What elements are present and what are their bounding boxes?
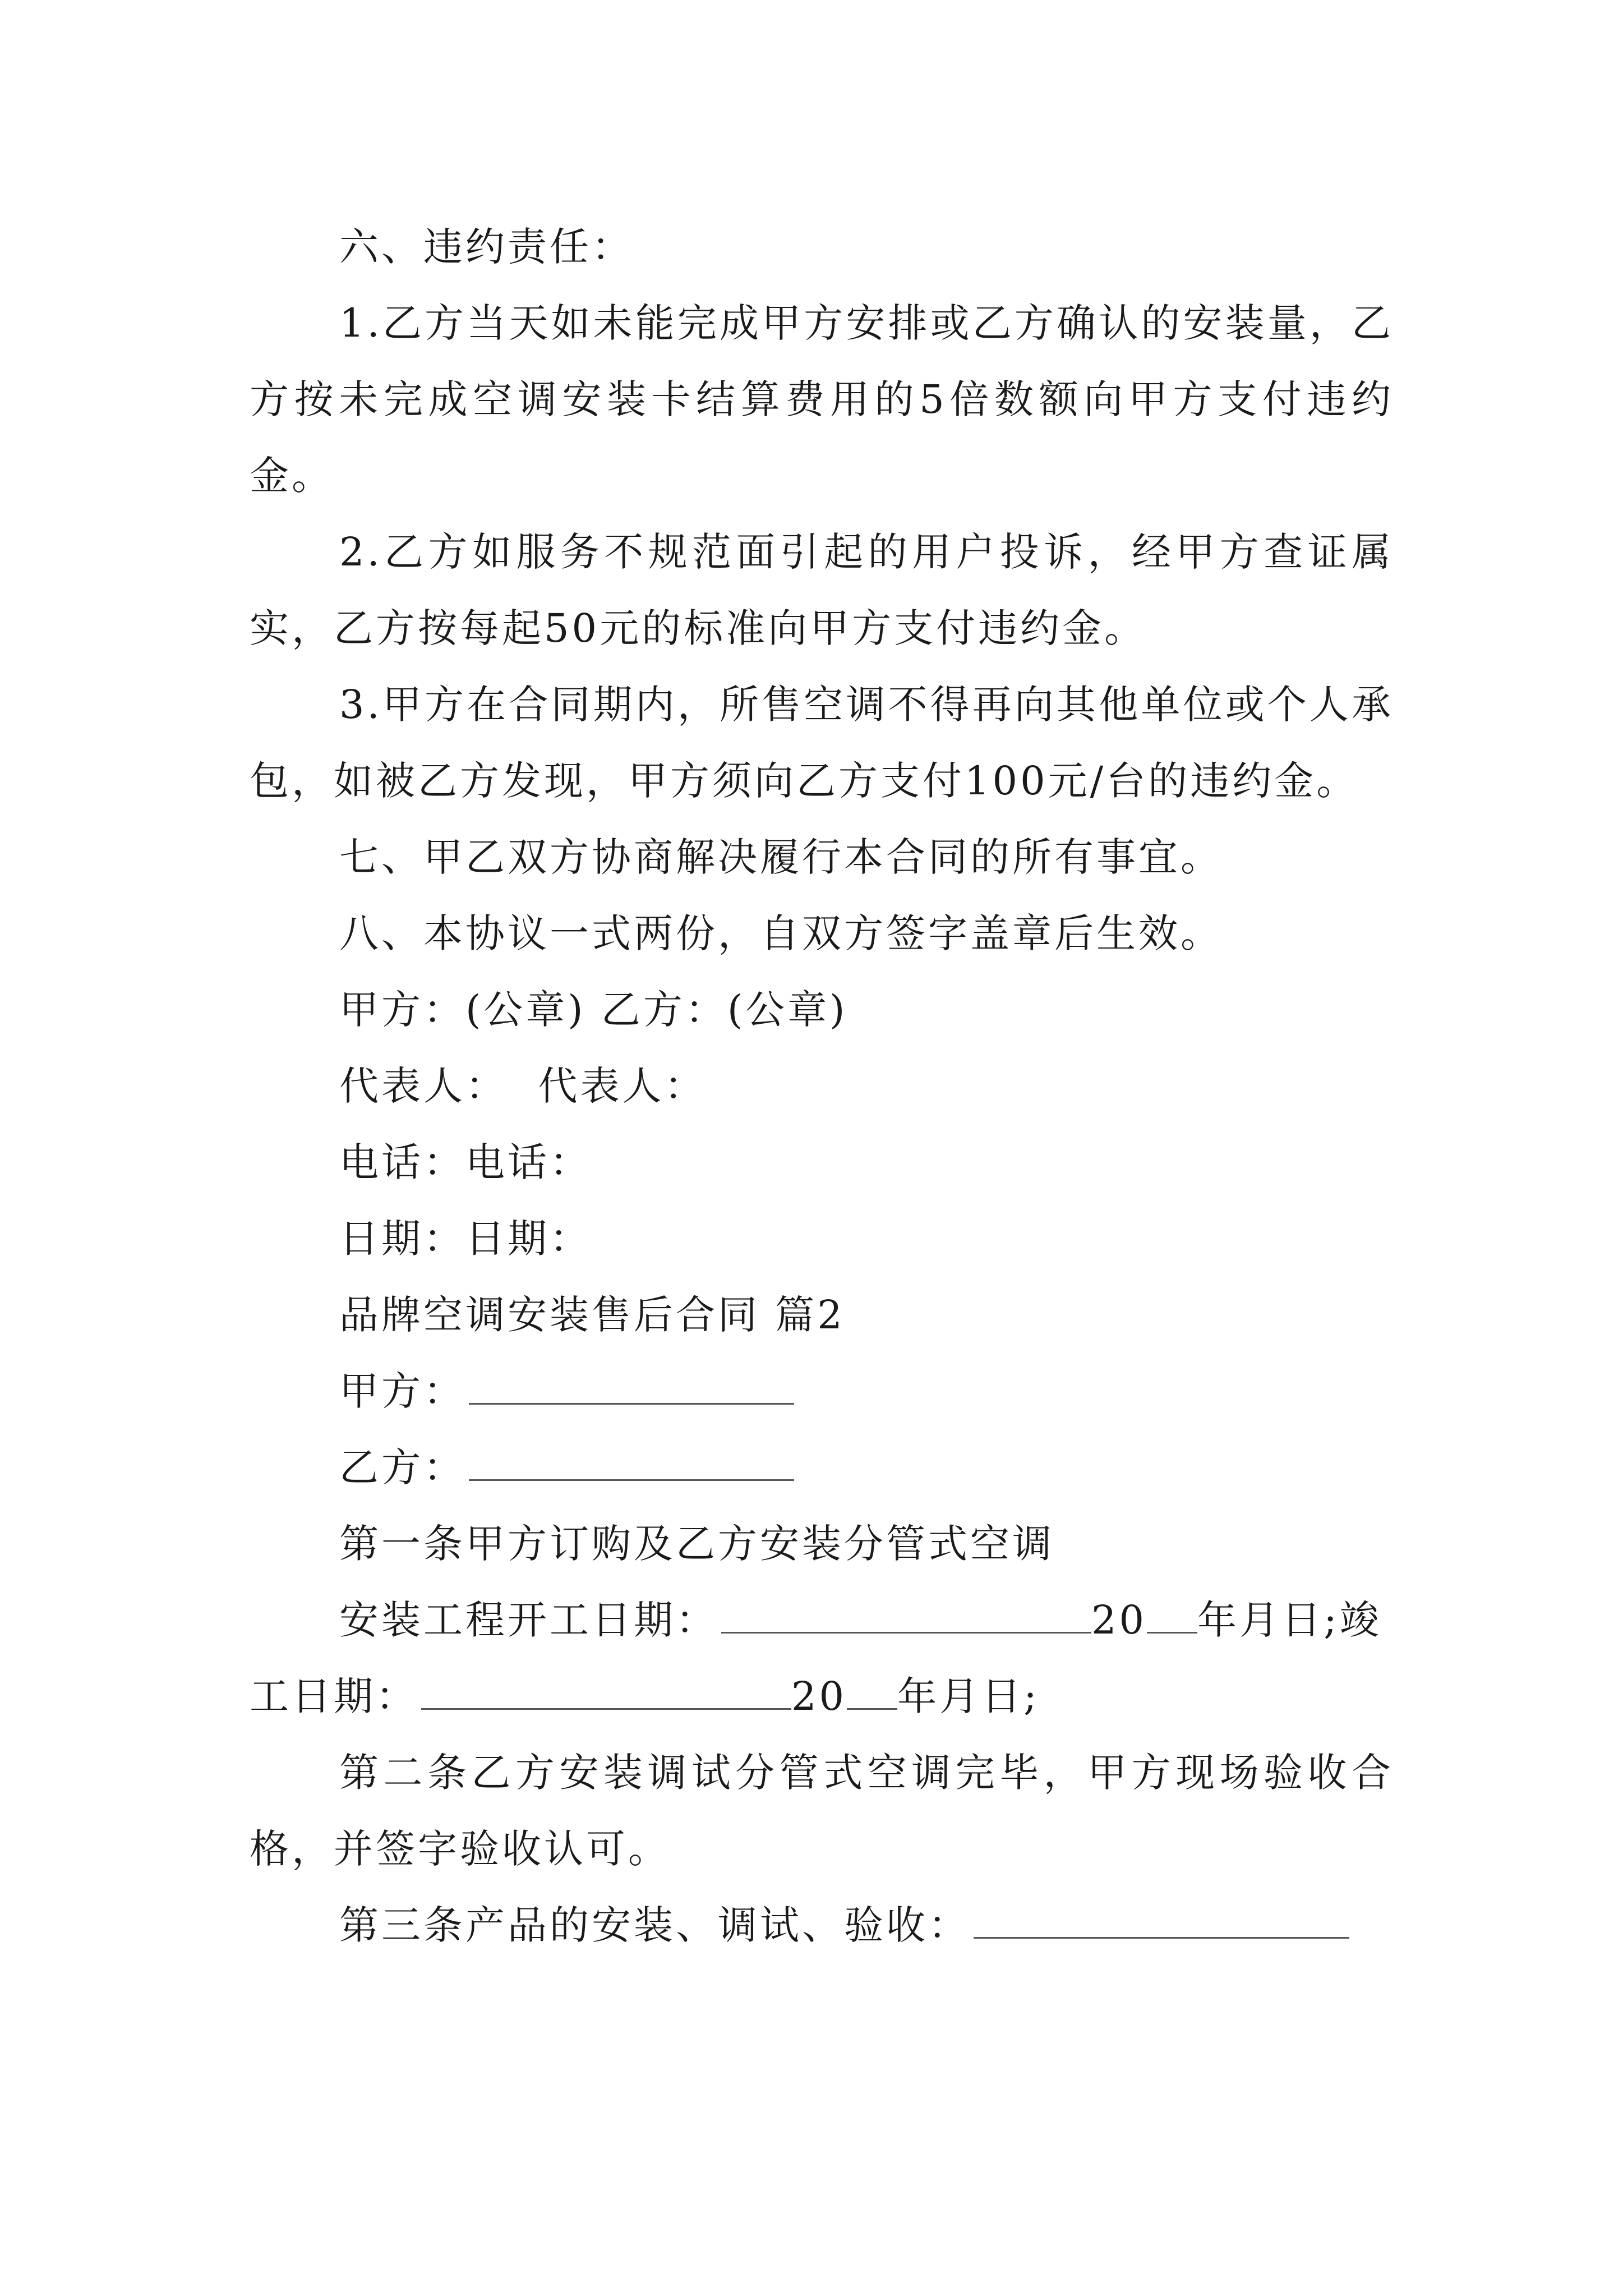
end-date-year-blank: [847, 1672, 897, 1710]
section-8: 八、本协议一式两份，自双方签字盖章后生效。: [339, 910, 1223, 956]
party-b-row: [250, 1429, 1394, 1506]
start-date-blank: [721, 1596, 1091, 1634]
start-date-year-prefix: 20: [1091, 1597, 1147, 1643]
phone-line: 电话：电话：: [339, 1139, 592, 1185]
contract-2-title: 品牌空调安装售后合同 篇2: [339, 1292, 845, 1338]
party-b-blank: [469, 1443, 794, 1481]
section-7: 七、甲乙双方协商解决履行本合同的所有事宜。: [339, 834, 1223, 880]
party-a-blank: [469, 1367, 794, 1405]
end-date-blank: [421, 1672, 791, 1710]
install-dates: [250, 1582, 1394, 1734]
article-3-row: [250, 1887, 1394, 1963]
penalty-item-3: 3.甲方在合同期内，所售空调不得再向其他单位或个人承包，如被乙方发现，甲方须向乙方支付100元/台的违约金。: [250, 682, 1394, 804]
article-3-label: 第三条产品的安装、调试、验收：: [339, 1902, 970, 1948]
start-date-year-blank: [1147, 1596, 1197, 1634]
article-2: 第二条乙方安装调试分管式空调完毕，甲方现场验收合格，并签字验收认可。: [250, 1750, 1394, 1872]
end-date-row: [250, 1658, 1394, 1734]
party-a-row: [250, 1353, 1394, 1429]
start-date-suffix: 年月日;竣: [1197, 1597, 1382, 1643]
party-b-label: 乙方：: [339, 1444, 465, 1490]
seal-line: 甲方：(公章) 乙方：(公章): [339, 987, 848, 1033]
article-3-blank: [974, 1901, 1349, 1939]
end-date-year-prefix: 20: [791, 1673, 847, 1719]
start-date-row: [250, 1582, 1394, 1658]
penalty-item-2: 2.乙方如服务不规范面引起的用户投诉，经甲方查证属实，乙方按每起50元的标准向甲方支付违约金。: [250, 529, 1394, 651]
article-1: 第一条甲方订购及乙方安装分管式空调: [339, 1521, 1054, 1567]
representative-line: 代表人： 代表人：: [339, 1063, 707, 1109]
end-date-label: 工日期：: [250, 1673, 418, 1719]
document-body: [250, 209, 1394, 1963]
party-a-label: 甲方：: [339, 1368, 465, 1414]
section-6-heading: 六、违约责任：: [339, 224, 634, 270]
penalty-item-1: 1.乙方当天如未能完成甲方安排或乙方确认的安装量，乙方按未完成空调安装卡结算费用的5倍数额向甲方支付违约金。: [250, 300, 1394, 499]
date-line: 日期：日期：: [339, 1216, 592, 1262]
start-date-label: 安装工程开工日期：: [339, 1597, 718, 1643]
end-date-suffix: 年月日;: [897, 1673, 1040, 1719]
